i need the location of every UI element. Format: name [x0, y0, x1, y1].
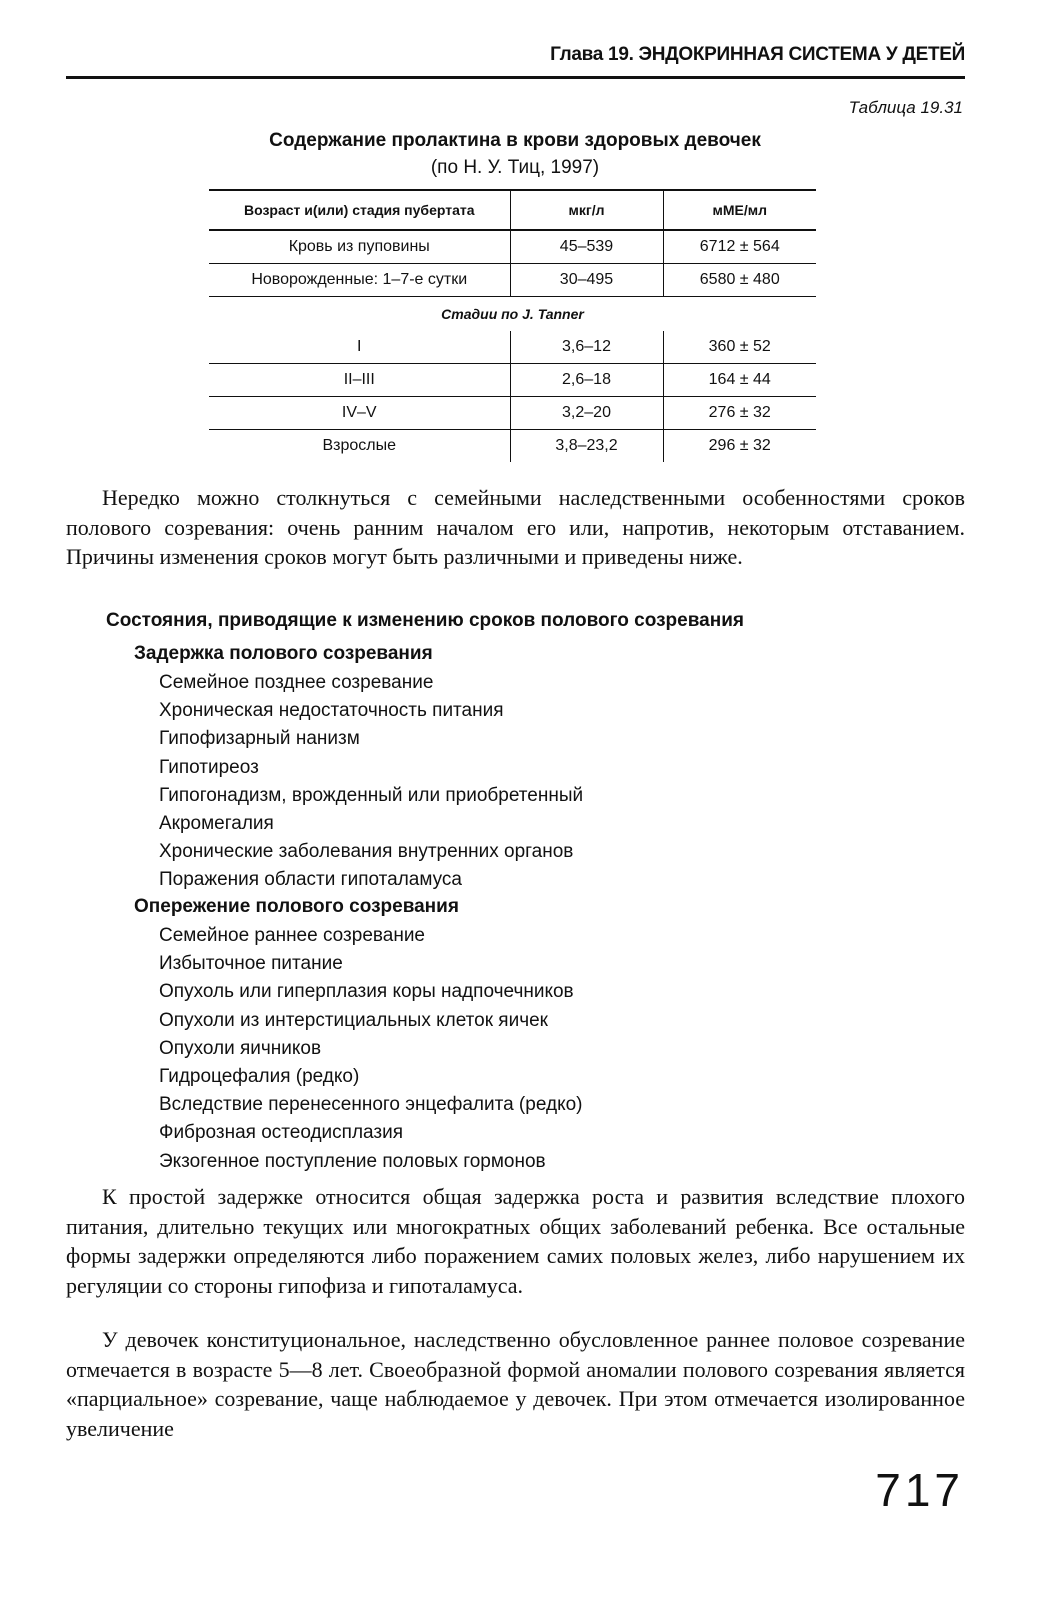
- running-header: Глава 19. ЭНДОКРИННАЯ СИСТЕМА У ДЕТЕЙ: [550, 44, 965, 65]
- list-item: Гипотиреоз: [159, 756, 259, 778]
- table-row: [209, 364, 816, 397]
- table-cell: IV–V: [209, 397, 510, 430]
- list-item: Семейное раннее созревание: [159, 925, 425, 946]
- table-section-row: [209, 297, 816, 332]
- table-row: [209, 331, 816, 364]
- body-paragraph: У девочек конституциональное, наследственно обусловленное раннее половое созревание отмечается в возрасте 5—8 лет. Своеобразной формой аномалии полового созревания является «парциальное» созревание, чаще наблюдаемое у девочек. При этом отмечается изолированное увеличение: [66, 1327, 965, 1441]
- page-number: 717: [875, 1464, 964, 1516]
- table-cell: 3,2–20: [510, 397, 663, 430]
- list-item: Экзогенное поступление половых гормонов: [159, 1150, 546, 1172]
- list-item: Поражения области гипоталамуса: [159, 869, 462, 891]
- table-subtitle: (по Н. У. Тиц, 1997): [430, 157, 600, 178]
- advance-heading: Опережение полового созревания: [134, 896, 459, 917]
- table-row: [209, 230, 816, 264]
- delay-list: [159, 669, 583, 895]
- list-item: Опухоли из интерстициальных клеток яичек: [159, 1009, 548, 1031]
- table-cell: 6712 ± 564: [663, 230, 816, 264]
- table-row: [209, 264, 816, 297]
- table-header-row: [209, 190, 816, 230]
- list-item: Гипогонадизм, врожденный или приобретенный: [159, 784, 584, 806]
- table-cell: 30–495: [510, 264, 663, 297]
- column-header: Возраст и(или) стадия пубертата: [209, 190, 510, 230]
- conditions-list-title: Состояния, приводящие к изменению сроков полового созревания: [106, 610, 744, 631]
- table-cell: 45–539: [510, 230, 663, 264]
- list-item: Акромегалия: [159, 813, 274, 835]
- list-item: Вследствие перенесенного энцефалита (редко): [159, 1094, 583, 1116]
- table-cell: I: [209, 331, 510, 364]
- list-item: Опухоль или гиперплазия коры надпочечников: [159, 981, 574, 1003]
- body-paragraph: Нередко можно столкнуться с семейными наследственными особенностями сроков полового созревания: очень ранним началом его или, напротив, некоторым отставанием. Причины изменения сроков могут быть различными и приведены ниже.: [66, 485, 965, 569]
- list-item: Опухоли яичников: [159, 1037, 322, 1059]
- table-section-label: Стадии по J. Tanner: [441, 306, 584, 322]
- table-title: Содержание пролактина в крови здоровых девочек: [269, 130, 761, 151]
- list-item: Хронические заболевания внутренних органов: [159, 841, 574, 863]
- table-cell: Кровь из пуповины: [209, 230, 510, 264]
- list-item: Гидроцефалия (редко): [159, 1066, 360, 1088]
- list-item: Фиброзная остеодисплазия: [159, 1122, 404, 1144]
- delay-heading: Задержка полового созревания: [134, 643, 433, 664]
- header-rule: [66, 76, 965, 79]
- table-cell: Взрослые: [322, 437, 397, 454]
- list-item: Избыточное питание: [159, 953, 343, 975]
- column-header: мМЕ/мл: [663, 190, 816, 230]
- list-item: Гипофизарный нанизм: [159, 728, 360, 750]
- body-paragraph: К простой задержке относится общая задержка роста и развития вследствие плохого питания, длительно текущих или многократных общих заболеваний ребенка. Все остальные формы задержки определяются либо поражением самих половых желез, либо нарушением их регуляции со стороны гипофиза и гипоталамуса.: [66, 1184, 965, 1298]
- table-number: Таблица 19.31: [848, 98, 963, 117]
- table-row: [209, 397, 816, 430]
- table-row: [209, 430, 816, 463]
- table-cell: 296 ± 32: [663, 430, 816, 463]
- table-cell: 3,6–12: [510, 331, 663, 364]
- table-cell: 276 ± 32: [663, 397, 816, 430]
- advance-list: [159, 922, 582, 1176]
- table-cell: 3,8–23,2: [510, 430, 663, 463]
- list-item: Хроническая недостаточность питания: [159, 700, 504, 722]
- prolactin-table: [209, 189, 816, 462]
- table-cell: Новорожденные: 1–7-е сутки: [209, 264, 510, 297]
- table-cell: 360 ± 52: [663, 331, 816, 364]
- column-header: мкг/л: [510, 190, 663, 230]
- table-cell: 164 ± 44: [663, 364, 816, 397]
- list-item: Семейное позднее созревание: [159, 672, 434, 693]
- table-cell: II–III: [209, 364, 510, 397]
- table-cell: 2,6–18: [510, 364, 663, 397]
- table-cell: 6580 ± 480: [663, 264, 816, 297]
